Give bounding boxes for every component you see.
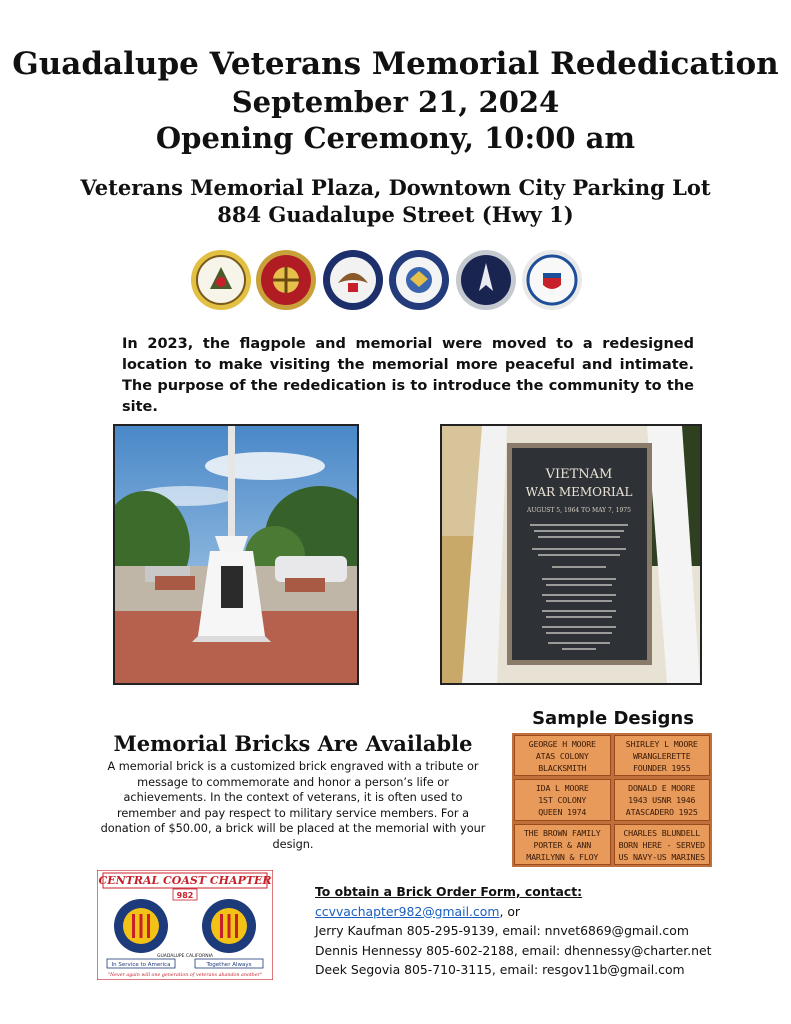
svg-text:GUADALUPE CALIFORNIA: GUADALUPE CALIFORNIA <box>157 954 213 959</box>
svg-text:982: 982 <box>176 891 194 900</box>
space-force-seal-icon <box>455 249 517 311</box>
sample-brick: DONALD E MOORE 1943 USNR 1946 ATASCADERO 1925 <box>614 779 711 820</box>
navy-seal-icon <box>322 249 384 311</box>
svg-text:"Never again will one generati: "Never again will one generation of veterans abandon another" <box>107 973 263 978</box>
contact-block <box>315 882 735 980</box>
contact-email-line: ccvvachapter982@gmail.com, or <box>315 903 521 919</box>
coast-guard-seal-icon <box>521 249 583 311</box>
sample-brick: GEORGE H MOORE ATAS COLONY BLACKSMITH <box>514 735 611 776</box>
event-address: 884 Guadalupe Street (Hwy 1) <box>217 202 574 227</box>
vietnam-plaque-photo <box>440 424 702 685</box>
contact-person: Jerry Kaufman 805-295-9139, email: nnvet6869@gmail.com <box>315 923 689 938</box>
marine-corps-seal-icon <box>255 249 317 311</box>
plaque-dates: AUGUST 5, 1964 TO MAY 7, 1975 <box>527 507 631 514</box>
sample-brick: CHARLES BLUNDELL BORN HERE - SERVED US NAVY-US MARINES <box>614 824 711 865</box>
svg-text:In Service to America: In Service to America <box>111 962 171 968</box>
event-title: Guadalupe Veterans Memorial Rededication <box>12 46 779 82</box>
svg-text:Together Always: Together Always <box>206 962 252 968</box>
event-location: Veterans Memorial Plaza, Downtown City Parking Lot <box>80 175 711 200</box>
air-force-seal-icon <box>388 249 450 311</box>
chapter-email-link[interactable]: ccvvachapter982@gmail.com <box>315 903 500 919</box>
svg-text:CENTRAL COAST CHAPTER: CENTRAL COAST CHAPTER <box>98 874 272 887</box>
flagpole-memorial-photo <box>113 424 359 685</box>
military-seals-row <box>188 249 588 317</box>
army-seal-icon <box>190 249 252 311</box>
contact-heading: To obtain a Brick Order Form, contact: <box>315 884 583 899</box>
sample-designs-title: Sample Designs <box>532 708 694 729</box>
plaque-title-1: VIETNAM <box>545 467 613 482</box>
bricks-heading: Memorial Bricks Are Available <box>113 731 473 756</box>
sample-brick: IDA L MOORE 1ST COLONY QUEEN 1974 <box>514 779 611 820</box>
contact-person: Deek Segovia 805-710-3115, email: resgov11b@gmail.com <box>315 962 685 977</box>
plaque-title-2: WAR MEMORIAL <box>525 485 633 499</box>
sample-bricks-grid <box>512 733 712 867</box>
intro-paragraph: In 2023, the flagpole and memorial were moved to a redesigned location to make visiting the memorial more peaceful and intimate. The purpose of the rededication is to introduce the community to the site. <box>122 336 694 415</box>
sample-brick: THE BROWN FAMILY PORTER & ANN MARILYNN & FLOY <box>514 824 611 865</box>
contact-person: Dennis Hennessy 805-602-2188, email: dhennessy@charter.net <box>315 942 712 958</box>
event-ceremony: Opening Ceremony, 10:00 am <box>155 121 636 155</box>
event-date: September 21, 2024 <box>231 85 560 119</box>
chapter-logo <box>97 870 273 980</box>
sample-brick: SHIRLEY L MOORE WRANGLERETTE FOUNDER 1955 <box>614 735 711 776</box>
bricks-description: A memorial brick is a customized brick engraved with a tribute or message to commemorate and honor a person’s life or achievements. In the context of veterans, it is often used to remember and pay respect to military service members. For a donation of $50.00, a brick will be placed at the memorial with your design. <box>100 760 486 851</box>
